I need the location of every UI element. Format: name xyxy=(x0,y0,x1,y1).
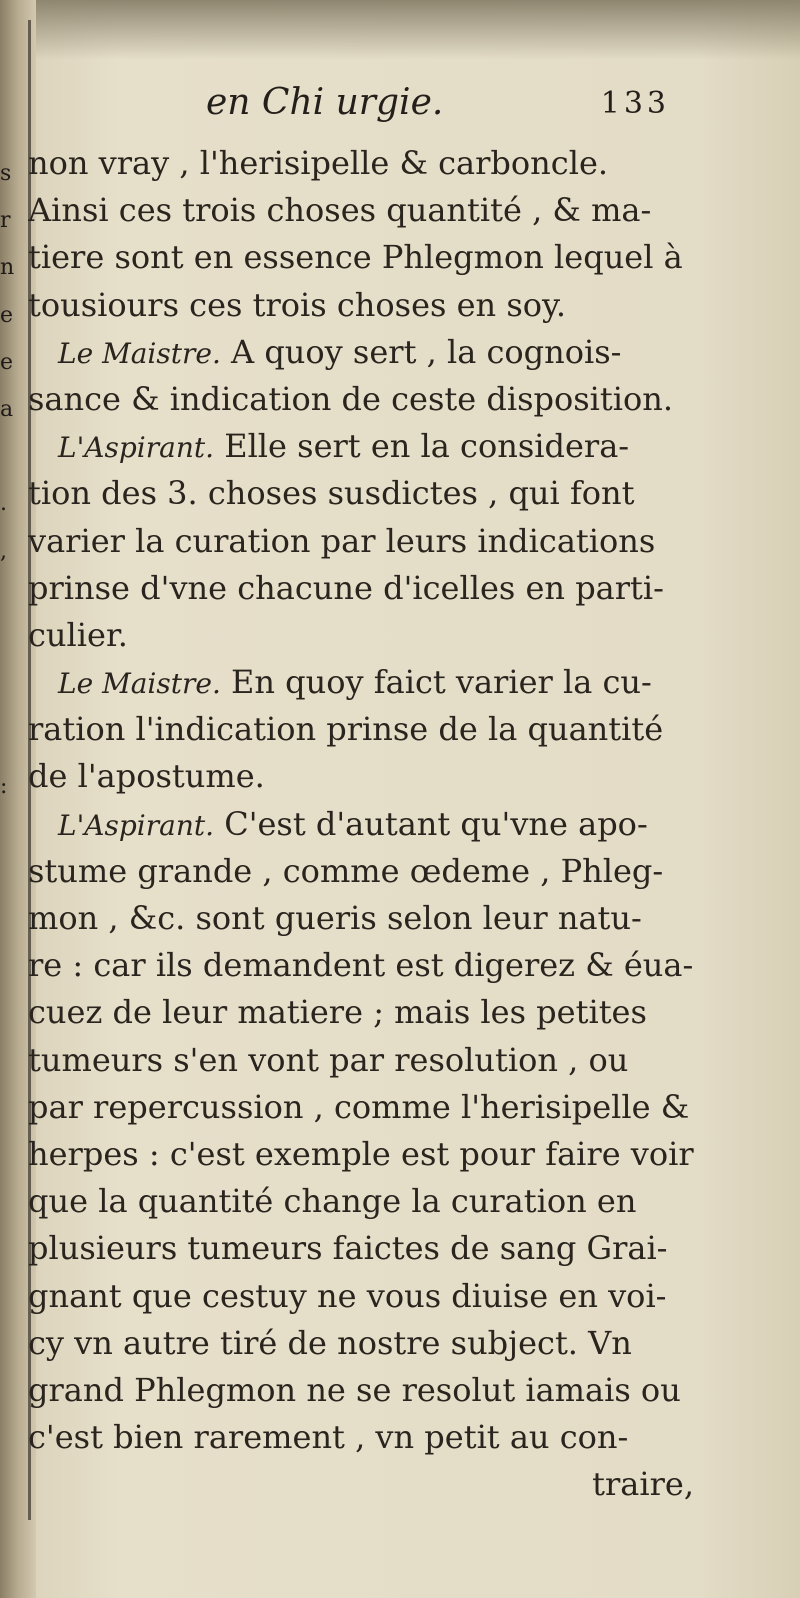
margin-mark xyxy=(0,999,20,1046)
line-text: ration l'indication prinse de la quantité xyxy=(28,710,664,749)
margin-mark xyxy=(0,1424,20,1471)
text-line xyxy=(28,1367,694,1414)
text-line xyxy=(28,942,694,989)
margin-mark xyxy=(0,1235,20,1282)
margin-mark xyxy=(0,858,20,905)
line-text: par repercussion , comme l'herisipelle & xyxy=(28,1087,690,1126)
line-text: tousiours ces trois choses en soy. xyxy=(28,285,567,324)
text-line xyxy=(28,518,694,565)
margin-mark xyxy=(0,433,20,480)
margin-mark xyxy=(0,575,20,622)
body-text xyxy=(28,140,694,1508)
page-header xyxy=(200,82,680,142)
text-line xyxy=(28,565,694,612)
margin-mark xyxy=(0,1377,20,1424)
text-line xyxy=(28,282,694,329)
text-line xyxy=(28,1320,694,1367)
line-text: culier. xyxy=(28,615,128,654)
text-line xyxy=(28,140,694,187)
margin-mark xyxy=(0,952,20,999)
line-text: gnant que cestuy ne vous diuise en voi- xyxy=(28,1276,667,1315)
page-top-stain xyxy=(0,0,800,60)
line-text: mon , &c. sont gueris selon leur natu- xyxy=(28,899,642,937)
text-line xyxy=(28,848,694,895)
margin-mark xyxy=(0,811,20,858)
line-text: c'est bien rarement , vn petit au con- xyxy=(28,1418,629,1457)
text-line xyxy=(28,1084,694,1131)
text-line xyxy=(28,706,694,753)
margin-mark xyxy=(0,1330,20,1377)
line-text: C'est d'autant qu'vne apo- xyxy=(214,804,648,843)
line-text: stume grande , comme œdeme , Phleg- xyxy=(28,851,664,890)
line-text: de l'apostume. xyxy=(28,757,265,796)
line-text: varier la curation par leurs indications xyxy=(28,521,656,560)
margin-mark: e xyxy=(0,349,14,375)
line-text: grand Phlegmon ne se resolut iamais ou xyxy=(28,1370,681,1409)
speaker-label: L'Aspirant. xyxy=(58,808,215,842)
margin-mark xyxy=(0,1141,20,1188)
text-line xyxy=(28,470,694,517)
margin-marks xyxy=(0,150,20,1471)
margin-mark: a xyxy=(0,396,14,422)
margin-mark xyxy=(0,1188,20,1235)
text-line xyxy=(28,329,694,376)
margin-mark xyxy=(0,905,20,952)
line-text: prinse d'vne chacune d'icelles en parti- xyxy=(28,568,664,607)
margin-mark xyxy=(0,716,20,763)
line-text: plusieurs tumeurs faictes de sang Grai- xyxy=(28,1229,668,1268)
margin-mark xyxy=(0,1047,20,1094)
line-text: A quoy sert , la cognois- xyxy=(220,332,622,371)
text-line xyxy=(28,234,694,281)
running-title: en Chi urgie. xyxy=(206,82,444,123)
text-line xyxy=(28,1225,694,1272)
margin-mark: e xyxy=(0,302,14,328)
page-number: 133 xyxy=(600,86,670,121)
line-text: tiere sont en essence Phlegmon lequel à xyxy=(28,238,683,277)
margin-mark: n xyxy=(0,255,15,281)
speaker-label: Le Maistre. xyxy=(58,336,221,370)
margin-mark xyxy=(0,1283,20,1330)
text-line xyxy=(28,612,694,659)
margin-mark: s xyxy=(0,161,12,186)
line-text: que la quantité change la curation en xyxy=(28,1182,637,1221)
text-line xyxy=(28,659,694,706)
text-line xyxy=(28,1037,694,1084)
text-line xyxy=(28,376,694,423)
line-text: cuez de leur matiere ; mais les petites xyxy=(28,993,647,1032)
margin-mark: r xyxy=(0,208,11,234)
speaker-label: L'Aspirant. xyxy=(58,431,215,465)
line-text: re : car ils demandent est digerez & éua- xyxy=(28,946,694,985)
text-line xyxy=(28,1414,694,1461)
text-line xyxy=(28,423,694,470)
text-line xyxy=(28,1273,694,1320)
text-line xyxy=(28,801,694,848)
line-text: sance & indication de ceste disposition. xyxy=(28,379,674,418)
margin-mark xyxy=(0,669,20,716)
line-text: En quoy faict varier la cu- xyxy=(220,663,652,702)
text-line xyxy=(28,895,694,942)
text-line xyxy=(28,753,694,800)
margin-mark: . xyxy=(0,491,7,517)
margin-mark xyxy=(0,1094,20,1141)
line-text: cy vn autre tiré de nostre subject. Vn xyxy=(28,1323,632,1362)
line-text: herpes : c'est exemple est pour faire voir xyxy=(28,1134,694,1173)
margin-mark: : xyxy=(0,774,8,800)
margin-mark xyxy=(0,622,20,669)
speaker-label: Le Maistre. xyxy=(58,667,221,701)
text-line xyxy=(28,989,694,1036)
line-text: Elle sert en la considera- xyxy=(214,427,630,466)
margin-mark: , xyxy=(0,538,7,564)
text-line xyxy=(28,1131,694,1178)
text-line xyxy=(28,187,694,234)
text-line xyxy=(28,1178,694,1225)
catchword: traire, xyxy=(592,1465,694,1504)
line-text: tumeurs s'en vont par resolution , ou xyxy=(28,1040,629,1079)
line-text: non vray , l'herisipelle & carboncle. xyxy=(28,144,609,182)
line-text: tion des 3. choses susdictes , qui font xyxy=(28,474,635,513)
line-text: Ainsi ces trois choses quantité , & ma- xyxy=(28,191,652,230)
